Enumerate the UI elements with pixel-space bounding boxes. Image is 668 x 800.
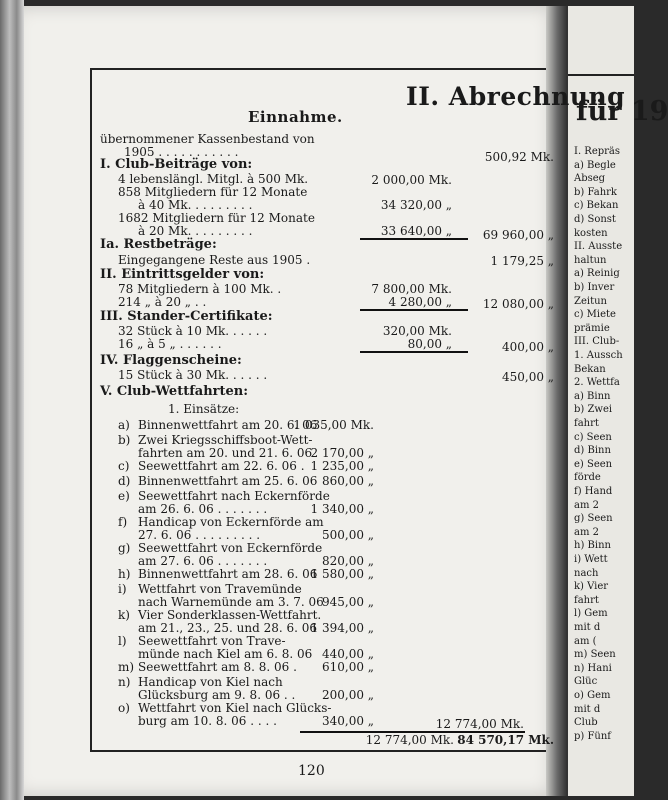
race-label: n) xyxy=(118,675,131,689)
race-text: Binnenwettfahrt am 25. 6. 06 xyxy=(138,474,318,488)
heading-club-wettfahrten: V. Club-Wettfahrten: xyxy=(100,384,249,399)
race-label: b) xyxy=(118,433,131,447)
next-page-line: I. Repräs xyxy=(574,146,621,157)
race-text-continued: burg am 10. 8. 06 . . . . xyxy=(138,714,277,728)
race-label: m) xyxy=(118,660,135,674)
race-text-continued: Glücksburg am 9. 8. 06 . . xyxy=(138,688,296,702)
next-page-line: b) Inver xyxy=(574,282,615,293)
subtotal-rule xyxy=(360,309,468,311)
race-label: a) xyxy=(118,418,130,432)
next-page-line: e) Seen xyxy=(574,458,613,470)
race-label: k) xyxy=(118,608,130,622)
amount-reste: 1 179,25 „ xyxy=(490,254,554,268)
line-78-mitglieder: 78 Mitgliedern à 100 Mk. . xyxy=(118,282,282,296)
amount-78-mitglieder: 7 800,00 Mk. xyxy=(371,282,452,296)
race-label: o) xyxy=(118,701,130,715)
amount-club-beitraege-total: 69 960,00 „ xyxy=(482,228,554,242)
line-a-40: à 40 Mk. . . . . . . . . xyxy=(138,198,253,212)
next-page-line: c) Seen xyxy=(574,431,612,443)
next-page-line: k) Vier xyxy=(574,581,609,593)
next-page-line: n) Hani xyxy=(574,662,612,674)
amount-a-40: 34 320,00 „ xyxy=(380,198,452,212)
race-text: Zwei Kriegsschiffsboot-Wett- xyxy=(138,433,313,447)
race-text-continued: nach Warnemünde am 3. 7. 06 xyxy=(138,595,324,609)
subtotal-rule xyxy=(360,238,468,240)
section-title: Einnahme. xyxy=(248,108,343,126)
race-amount: 1 035,00 Mk. xyxy=(293,418,374,432)
race-amount: 2 170,00 „ xyxy=(310,446,374,460)
race-amount: 610,00 „ xyxy=(321,660,374,674)
line-15-stueck: 15 Stück à 30 Mk. . . . . . xyxy=(118,368,268,382)
next-page xyxy=(566,6,668,796)
next-page-line: Zeitun xyxy=(574,295,607,307)
next-page-line: förde xyxy=(574,472,601,484)
line-kassenbestand: übernommener Kassenbestand von xyxy=(100,132,315,146)
next-page-line: am ( xyxy=(574,635,597,647)
race-label: c) xyxy=(118,459,130,473)
next-page-line: Club xyxy=(574,717,598,729)
next-page-line: prämie xyxy=(574,322,610,334)
next-page-line: am 2 xyxy=(574,499,599,511)
amount-lebenslaengl: 2 000,00 Mk. xyxy=(371,173,452,187)
race-text-continued: am 26. 6. 06 . . . . . . . xyxy=(138,502,268,516)
race-amount: 200,00 „ xyxy=(321,688,374,702)
race-label: g) xyxy=(118,541,131,555)
next-page-line: fahrt xyxy=(574,594,599,606)
race-text-continued: fahrten am 20. und 21. 6. 06 xyxy=(138,446,313,460)
race-text: Wettfahrt von Travemünde xyxy=(138,582,302,596)
next-page-line: a) Reinig xyxy=(574,268,620,280)
frame-top-rule xyxy=(90,68,546,70)
race-amount: 1 580,00 „ xyxy=(310,567,374,581)
book-gutter xyxy=(546,6,568,796)
next-page-title: für 19 xyxy=(576,96,668,127)
next-page-line: haltun xyxy=(574,254,607,266)
frame-bottom-rule xyxy=(90,750,546,752)
next-page-line: mit d xyxy=(574,622,601,633)
line-32-stueck: 32 Stück à 10 Mk. . . . . . xyxy=(118,324,268,338)
next-page-line: o) Gem xyxy=(574,690,611,701)
next-page-line: 2. Wettfa xyxy=(574,377,620,389)
race-amount: 340,00 „ xyxy=(321,714,374,728)
amount-16-stueck: 80,00 „ xyxy=(407,337,452,351)
next-page-line: d) Binn xyxy=(574,445,611,457)
line-einsaetze: 1. Einsätze: xyxy=(168,402,240,416)
race-text: Vier Sonderklassen-Wettfahrt. xyxy=(138,608,322,622)
final-total-right: 84 570,17 Mk. xyxy=(457,733,554,747)
race-label: l) xyxy=(118,634,127,648)
heading-club-beitraege: I. Club-Beiträge von: xyxy=(100,157,253,172)
final-total-left: 12 774,00 Mk. xyxy=(365,733,454,747)
amount-214: 4 280,00 „ xyxy=(388,295,452,309)
races-subtotal: 12 774,00 Mk. xyxy=(435,717,524,731)
race-text: Handicap von Eckernförde am xyxy=(138,515,324,529)
next-page-line: Glüc xyxy=(574,676,598,688)
race-text: Seewettfahrt von Trave- xyxy=(138,634,286,648)
next-page-line: h) Binn xyxy=(574,540,611,552)
line-eingegangene-reste: Eingegangene Reste aus 1905 . xyxy=(118,253,311,267)
heading-stander-certifikate: III. Stander-Certifikate: xyxy=(100,309,273,324)
race-label: f) xyxy=(118,515,128,529)
book-spine-edge xyxy=(0,0,24,800)
next-page-line: mit d xyxy=(574,703,601,715)
race-text: Handicap von Kiel nach xyxy=(138,675,283,689)
next-page-line: m) Seen xyxy=(574,649,616,661)
next-page-line: fahrt xyxy=(574,418,599,429)
race-amount: 1 235,00 „ xyxy=(310,459,374,473)
line-lebenslaengl: 4 lebenslängl. Mitgl. à 500 Mk. xyxy=(118,172,309,186)
next-page-line: a) Begle xyxy=(574,159,616,171)
race-text-continued: am 21., 23., 25. und 28. 6. 06 xyxy=(138,621,318,635)
next-page-rule xyxy=(568,74,634,76)
line-a-20: à 20 Mk. . . . . . . . . xyxy=(138,224,253,238)
race-text-continued: am 27. 6. 06 . . . . . . . xyxy=(138,554,268,568)
next-page-line: i) Wett xyxy=(574,554,608,565)
race-text: Seewettfahrt am 22. 6. 06 . xyxy=(138,459,305,473)
next-page-line: b) Fahrk xyxy=(574,186,617,198)
frame-left-rule xyxy=(90,68,92,751)
next-page-line: c) Miete xyxy=(574,309,616,321)
race-amount: 860,00 „ xyxy=(321,474,374,488)
race-label: i) xyxy=(118,582,127,596)
race-text: Binnenwettfahrt am 28. 6. 06 xyxy=(138,567,318,581)
race-label: h) xyxy=(118,567,131,581)
next-page-line: II. Ausste xyxy=(574,241,623,253)
next-page-line: III. Club- xyxy=(574,336,620,348)
race-amount: 440,00 „ xyxy=(321,647,374,661)
amount-flaggenscheine: 450,00 „ xyxy=(501,370,554,384)
heading-flaggenscheine: IV. Flaggenscheine: xyxy=(100,353,242,368)
line-214: 214 „ à 20 „ . . xyxy=(118,295,207,309)
page-title: II. Abrechnung xyxy=(406,82,626,111)
line-1905: 1905 . . . . . . . . . . . xyxy=(124,145,239,159)
amount-a-20: 33 640,00 „ xyxy=(380,224,452,238)
line-858-mitglieder: 858 Mitgliedern für 12 Monate xyxy=(118,185,308,199)
race-text-continued: 27. 6. 06 . . . . . . . . . xyxy=(138,528,261,542)
next-page-line: p) Fünf xyxy=(574,730,612,742)
race-amount: 945,00 „ xyxy=(321,595,374,609)
race-text: Seewettfahrt nach Eckernförde xyxy=(138,489,330,503)
next-page-line: c) Bekan xyxy=(574,200,619,212)
heading-restbetraege: Ia. Restbeträge: xyxy=(100,237,217,252)
race-text: Seewettfahrt am 8. 8. 06 . xyxy=(138,660,297,674)
race-amount: 1 394,00 „ xyxy=(310,621,374,635)
amount-eintrittsgelder-total: 12 080,00 „ xyxy=(482,297,554,311)
page-number: 120 xyxy=(298,763,325,779)
race-label: e) xyxy=(118,489,130,503)
line-1682-mitglieder: 1682 Mitgliedern für 12 Monate xyxy=(118,211,315,225)
next-page-line: Bekan xyxy=(574,363,606,375)
race-amount: 1 340,00 „ xyxy=(310,502,374,516)
next-page-line: kosten xyxy=(574,227,608,239)
next-page-line: am 2 xyxy=(574,526,599,538)
next-page-line: f) Hand xyxy=(574,486,613,497)
amount-32-stueck: 320,00 Mk. xyxy=(382,324,452,338)
next-page-line: 1. Aussch xyxy=(574,350,623,361)
heading-eintrittsgelder: II. Eintrittsgelder von: xyxy=(100,267,265,282)
amount-stander-total: 400,00 „ xyxy=(501,340,554,354)
next-page-line: d) Sonst xyxy=(574,214,616,225)
next-page-line: nach xyxy=(574,567,599,579)
next-page-line: g) Seen xyxy=(574,513,613,525)
next-page-line: a) Binn xyxy=(574,390,611,402)
next-page-line: l) Gem xyxy=(574,608,608,620)
race-label: d) xyxy=(118,474,131,488)
subtotal-rule xyxy=(360,351,468,353)
race-text-continued: münde nach Kiel am 6. 8. 06 xyxy=(138,647,313,661)
race-amount: 500,00 „ xyxy=(321,528,374,542)
line-16-stueck: 16 „ à 5 „ . . . . . . xyxy=(118,337,222,351)
race-amount: 820,00 „ xyxy=(321,554,374,568)
next-page-line: Abseg xyxy=(574,173,606,185)
race-text: Wettfahrt von Kiel nach Glücks- xyxy=(138,701,332,715)
next-page-line: b) Zwei xyxy=(574,404,613,416)
race-text: Seewettfahrt von Eckernförde xyxy=(138,541,323,555)
amount-kassenbestand: 500,92 Mk. xyxy=(484,150,554,164)
race-text: Binnenwettfahrt am 20. 6. 06 xyxy=(138,418,318,432)
